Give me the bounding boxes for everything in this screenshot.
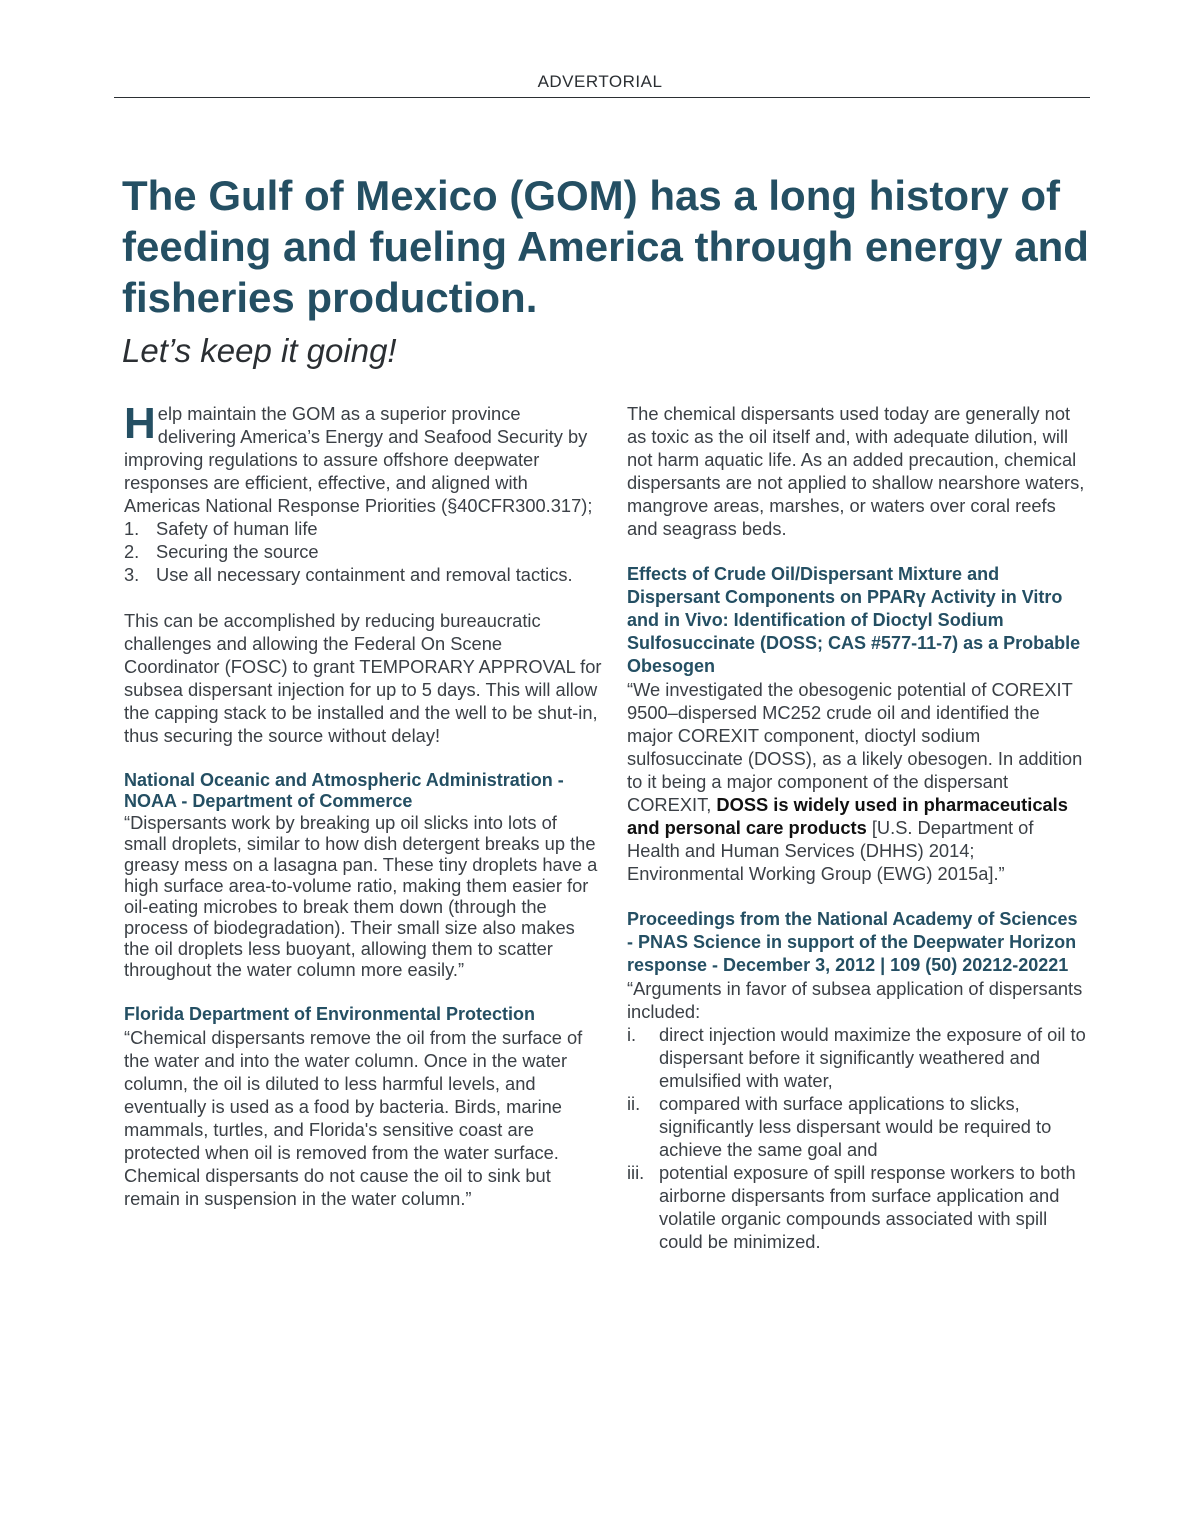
list-item: [627, 1023, 1087, 1092]
list-number: i.: [627, 1024, 637, 1045]
list-item: [124, 540, 602, 563]
list-number: iii.: [627, 1162, 645, 1183]
list-number: 1.: [124, 518, 140, 539]
noaa-heading: National Oceanic and Atmospheric Administration - NOAA - Department of Commerce: [124, 770, 564, 811]
intro-text: elp maintain the GOM as a superior province delivering America’s Energy and Seafood Security by improving regulations to assure offshore deepwater responses are efficient, effective, and aligned with Americas National Response Priorities (§40CFR300.317);: [124, 403, 593, 516]
page-headline: The Gulf of Mexico (GOM) has a long history of feeding and fueling America through energy and fisheries production.: [122, 172, 1089, 321]
advertorial-label: ADVERTORIAL: [537, 72, 663, 91]
list-item: [124, 563, 602, 586]
list-number: 3.: [124, 564, 140, 585]
list-item: [124, 517, 602, 540]
right-column: [627, 402, 1087, 1253]
study-heading: Effects of Crude Oil/Dispersant Mixture and Dispersant Components on PPARγ Activity in Vitro and in Vivo: Identification of Dioctyl Sodium Sulfosuccinate (DOSS; CAS #577-11-7) as a Probable Obesogen: [627, 564, 1081, 676]
page-tagline: Let’s keep it going!: [122, 332, 397, 369]
fdep-quote: “Chemical dispersants remove the oil from the surface of the water and into the water column. Once in the water column, the oil is diluted to less harmful levels, and eventually is used as a food by bacteria. Birds, marine mammals, turtles, and Florida's sensitive coast are protected when oil is removed from the water surface. Chemical dispersants do not cause the oil to sink but remain in suspension in the water column.”: [124, 1027, 583, 1209]
list-text: direct injection would maximize the exposure of oil to dispersant before it significantly weathered and emulsified with water,: [659, 1024, 1086, 1091]
study-quote-emphasis: DOSS is widely used in pharmaceuticals and personal care products: [627, 794, 1068, 838]
pnas-heading: Proceedings from the National Academy of Sciences - PNAS Science in support of the Deepwater Horizon response - December 3, 2012 | 109 (50) 20212-20221: [627, 909, 1078, 975]
study-quote-text: “We investigated the obesogenic potential of COREXIT 9500–dispersed MC252 crude oil and identified the major COREXIT component, dioctyl sodium sulfosuccinate (DOSS), as a likely obesogen. In addition to it being a major component of the dispersant COREXIT,: [627, 679, 1083, 815]
drop-cap: H: [124, 399, 156, 448]
accomplish-paragraph: This can be accomplished by reducing bureaucratic challenges and allowing the Federal On Scene Coordinator (FOSC) to grant TEMPORARY APPROVAL for subsea dispersant injection for up to 5 days. This will allow the capping stack to be installed and the well to be shut-in, thus securing the source without delay!: [124, 610, 602, 746]
list-text: compared with surface applications to slicks, significantly less dispersant would be required to achieve the same goal and: [659, 1093, 1052, 1160]
dispersants-paragraph: The chemical dispersants used today are generally not as toxic as the oil itself and, with adequate dilution, will not harm aquatic life. As an added precaution, chemical dispersants are not applied to shallow nearshore waters, mangrove areas, marshes, or waters over coral reefs and seagrass beds.: [627, 403, 1085, 539]
list-number: ii.: [627, 1093, 641, 1114]
list-text: potential exposure of spill response workers to both airborne dispersants from surface application and volatile organic compounds associated with spill could be minimized.: [659, 1162, 1076, 1252]
noaa-quote: “Dispersants work by breaking up oil slicks into lots of small droplets, similar to how dish detergent breaks up the greasy mess on a lasagna pan. These tiny droplets have a high surface area-to-volume ratio, making them easier for oil-eating microbes to break them down (through the process of biodegradation). Their small size also makes the oil droplets less buoyant, allowing them to scatter throughout the water column more easily.”: [124, 812, 598, 980]
priorities-list: [124, 517, 602, 586]
list-text: Securing the source: [156, 541, 319, 562]
list-item: [627, 1161, 1087, 1253]
pnas-intro: “Arguments in favor of subsea application of dispersants included:: [627, 978, 1083, 1022]
list-item: [627, 1092, 1087, 1161]
list-number: 2.: [124, 541, 140, 562]
left-column: [124, 399, 602, 1210]
header-divider: [114, 97, 1090, 98]
arguments-list: [627, 1023, 1087, 1253]
study-quote-citation: [U.S. Department of Health and Human Services (DHHS) 2014; Environmental Working Group (EWG) 2015a].”: [627, 817, 1034, 884]
intro-paragraph: [124, 399, 602, 517]
list-text: Use all necessary containment and removal tactics.: [156, 564, 573, 585]
fdep-heading: Florida Department of Environmental Protection: [124, 1004, 536, 1024]
study-quote: [627, 678, 1087, 885]
list-text: Safety of human life: [156, 518, 318, 539]
